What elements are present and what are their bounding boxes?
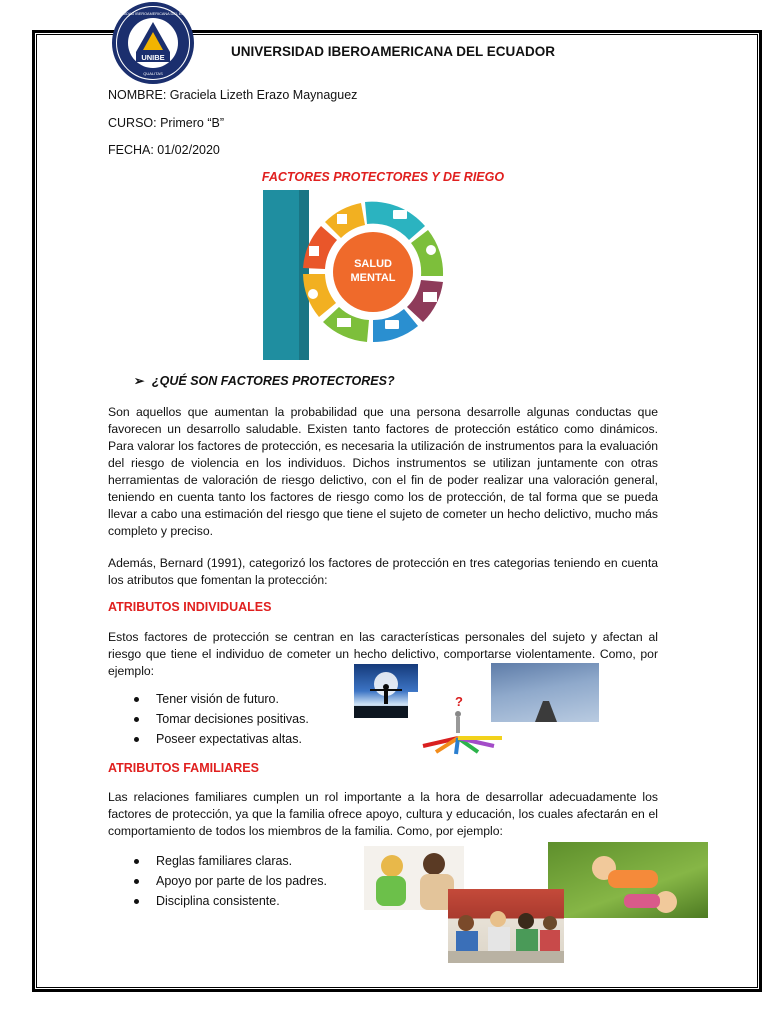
family-heading: ATRIBUTOS FAMILIARES [108, 761, 259, 775]
diagram-center-line1: SALUD [354, 258, 392, 270]
bernard-paragraph: Además, Bernard (1991), categorizó los factores de protección en tres categorias teniendo en cuenta los atributos que fomentan la protección: [108, 556, 658, 587]
student-name: NOMBRE: Graciela Lizeth Erazo Maynaguez [108, 88, 358, 102]
list-item: Poseer expectativas altas. [130, 729, 309, 749]
question-mark-text: ? [455, 694, 463, 709]
list-item: Apoyo por parte de los padres. [130, 871, 327, 891]
university-seal [108, 2, 198, 84]
list-item: Reglas familiares claras. [130, 851, 327, 871]
university-name: UNIVERSIDAD IBEROAMERICANA DEL ECUADOR [231, 44, 556, 59]
list-item: Disciplina consistente. [130, 891, 327, 911]
arrow-bullet-icon: ➢ [134, 374, 145, 388]
seal-motto: QUALITAS [143, 71, 163, 76]
family-table-icon [448, 889, 564, 963]
mental-health-diagram [263, 190, 465, 360]
intro-paragraph: Son aquellos que aumentan la probabilidad que una persona desarrolle algunas conductas que favorecen un desarrollo saludable. Existen tanto factores de protección estático como dinámicos. Para valorar los factores de protección, es necesaria la utilización de instrumentos para la evaluación del riesgo de violencia en los individuos. Dichos instrumentos se utilizan juntamente con otras herramientas de valoración de riesgo delictivo, con el fin de poder realizar una valoración general, teniendo en cuenta tanto los factores de riesgo como los de protección, de tal forma que se pueda llevar a cabo una estimación del riesgo que tiene el sujeto de cometer un hecho delictivo, mucho más completo y preciso. [108, 405, 658, 538]
seal-text: UNIBE [141, 53, 165, 62]
children-grass-photo [548, 842, 708, 918]
sky-photo [491, 663, 599, 722]
question-heading [134, 373, 395, 388]
question-text: ¿QUÉ SON FACTORES PROTECTORES? [152, 374, 395, 388]
seal-ring-text: UNIVERSIDAD IBEROAMERICANA DEL ECUADOR [108, 12, 198, 16]
diagram-graphic [263, 190, 465, 360]
ladder-icon [491, 663, 599, 722]
individual-heading: ATRIBUTOS INDIVIDUALES [108, 600, 272, 614]
family-paragraph: Las relaciones familiares cumplen un rol importante a la hora de desarrollar adecuadamente los factores de protección, ya que la familia ofrece apoyo, cultura y educación, los cuales afectarán en el comportamiento de todos los miembros de la familia. Como, por ejemplo: [108, 790, 658, 838]
list-item: Tener visión de futuro. [130, 689, 309, 709]
document-title: FACTORES PROTECTORES Y DE RIEGO [261, 170, 505, 184]
date: FECHA: 01/02/2020 [108, 143, 220, 157]
course: CURSO: Primero “B” [108, 116, 224, 130]
family-table-photo [448, 889, 564, 963]
individual-list [130, 689, 309, 749]
seal-graphic [108, 6, 198, 80]
family-list [130, 851, 327, 911]
diagram-center-line2: MENTAL [350, 272, 396, 284]
children-lying-icon [548, 842, 708, 918]
individual-paragraph: Estos factores de protección se centran en las características personales del sujeto y afectan al riesgo que tiene el individuo de cometer un hecho delictivo, comportarse violentamente. Como, por ejemplo: [108, 630, 658, 678]
list-item: Tomar decisiones positivas. [130, 709, 309, 729]
